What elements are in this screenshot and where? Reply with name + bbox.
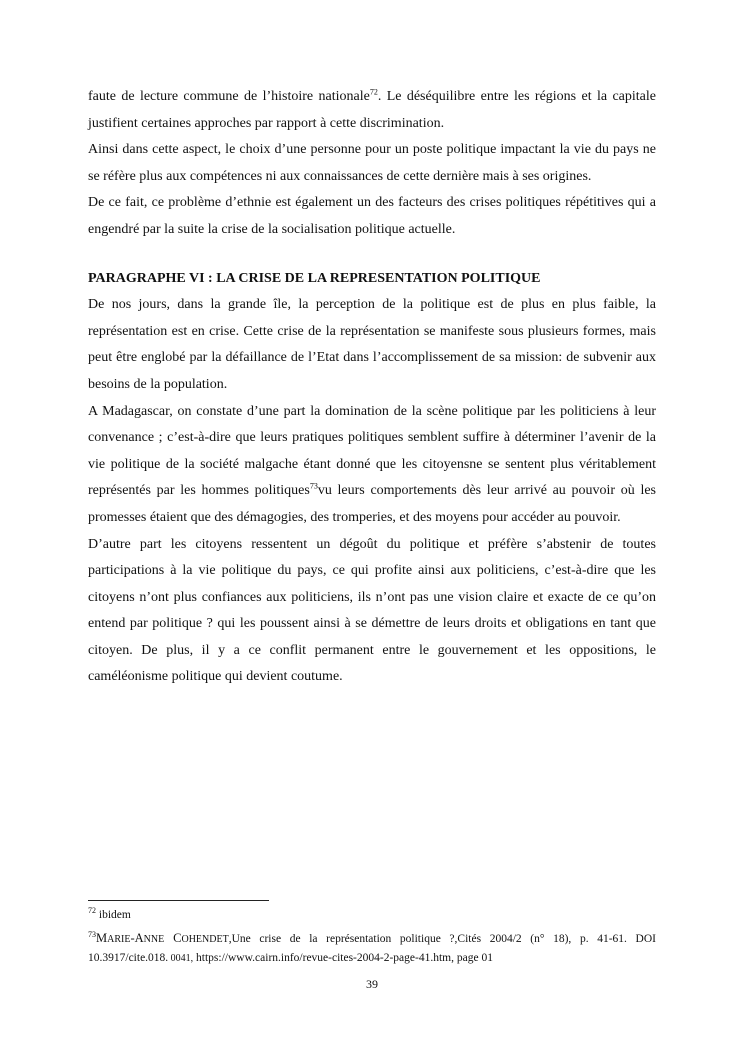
footnote-72	[88, 906, 656, 925]
footnote-73-author-initial-2: -A	[130, 931, 144, 945]
paragraph-5-text: A Madagascar, on constate d’une part la domination de la scène politique par les politiciens à leur convenance ; c’est-à-dire que leurs pratiques politiques semblent suffire à déterminer l’avenir de la vie politique de la société malgache étant donné que les citoyensne se sentent plus véritablement représentés par les hommes politiques	[88, 403, 656, 499]
paragraph-5-text-cont: vu leurs comportements dès leur arrivé au pouvoir où les promesses étaient que des démagogies, des tromperies, et des moyens pour accéder au pouvoir.	[88, 483, 656, 525]
footnote-divider	[88, 900, 269, 901]
footnote-73-author-initial-1: M	[96, 931, 108, 945]
footnote-73-url[interactable]: https://www.cairn.info/revue-cites-2004-2-page-41.htm	[193, 952, 452, 964]
footnotes	[88, 900, 656, 968]
footnote-ref-72[interactable]: 72	[369, 87, 378, 97]
paragraph-1-text: faute de lecture commune de l’histoire nationale	[88, 89, 370, 104]
footnote-73-page-ref: , page 01	[451, 952, 493, 964]
footnote-73-author-initial-3: C	[164, 931, 182, 945]
paragraph-1	[88, 84, 656, 137]
footnote-ref-73[interactable]: 73	[309, 481, 318, 491]
footnote-73-author-part-1: ARIE	[107, 934, 131, 945]
paragraph-5	[88, 399, 656, 532]
footnote-73-doi-tail: 0041,	[168, 953, 194, 964]
footnote-73	[88, 929, 656, 968]
footnote-73-title: ,Une crise de la représentation politique ?	[228, 933, 455, 945]
page-number: 39	[366, 977, 378, 991]
paragraph-1-text-cont: . Le déséquilibre entre les régions et la capitale justifient certaines approches par rapport à cette discrimination.	[88, 89, 656, 131]
footnote-73-author-part-2: NNE	[143, 934, 165, 945]
page-body	[88, 84, 656, 691]
paragraph-3: De ce fait, ce problème d’ethnie est également un des facteurs des crises politiques répétitives qui a engendré par la suite la crise de la socialisation politique actuelle.	[88, 195, 656, 237]
footnote-72-number: 72	[88, 906, 96, 916]
section-heading: PARAGRAPHE VI : LA CRISE DE LA REPRESENTATION POLITIQUE	[88, 270, 541, 286]
paragraph-2: Ainsi dans cette aspect, le choix d’une personne pour un poste politique impactant la vie du pays ne se réfère plus aux compétences ni aux connaissances de cette dernière mais à ses origines.	[88, 142, 656, 184]
footnote-73-number: 73	[88, 930, 96, 940]
paragraph-4: De nos jours, dans la grande île, la perception de la politique est de plus en plus faible, la représentation est en crise. Cette crise de la représentation se manifeste sous plusieurs formes, mais peut être englobé par la défaillance de l’Etat dans l’accomplissement de sa mission: de subvenir aux besoins de la population.	[88, 297, 656, 392]
paragraph-6: D’autre part les citoyens ressentent un dégoût du politique et préfère s’abstenir de toutes participations à la vie politique du pays, ce qui profite ainsi aux politiciens, c’est-à-dire que les citoyens n’ont plus confiances aux politiciens, ils n’ont pas une vision claire et exacte de ce qu’on entend par politique ? qui les poussent ainsi à se démettre de leurs droits et obligations en tant que citoyen. De plus, il y a ce conflit permanent entre le gouvernement et les oppositions, le caméléonisme politique qui devient coutume.	[88, 536, 656, 685]
footnote-72-text: ibidem	[96, 909, 131, 921]
footnote-73-journal: ,Cités 2004/2 (n° 18), p. 41-61. DOI 10.3917/cite.018.	[88, 933, 656, 964]
footnote-73-author-part-3: OHENDET	[181, 934, 229, 945]
